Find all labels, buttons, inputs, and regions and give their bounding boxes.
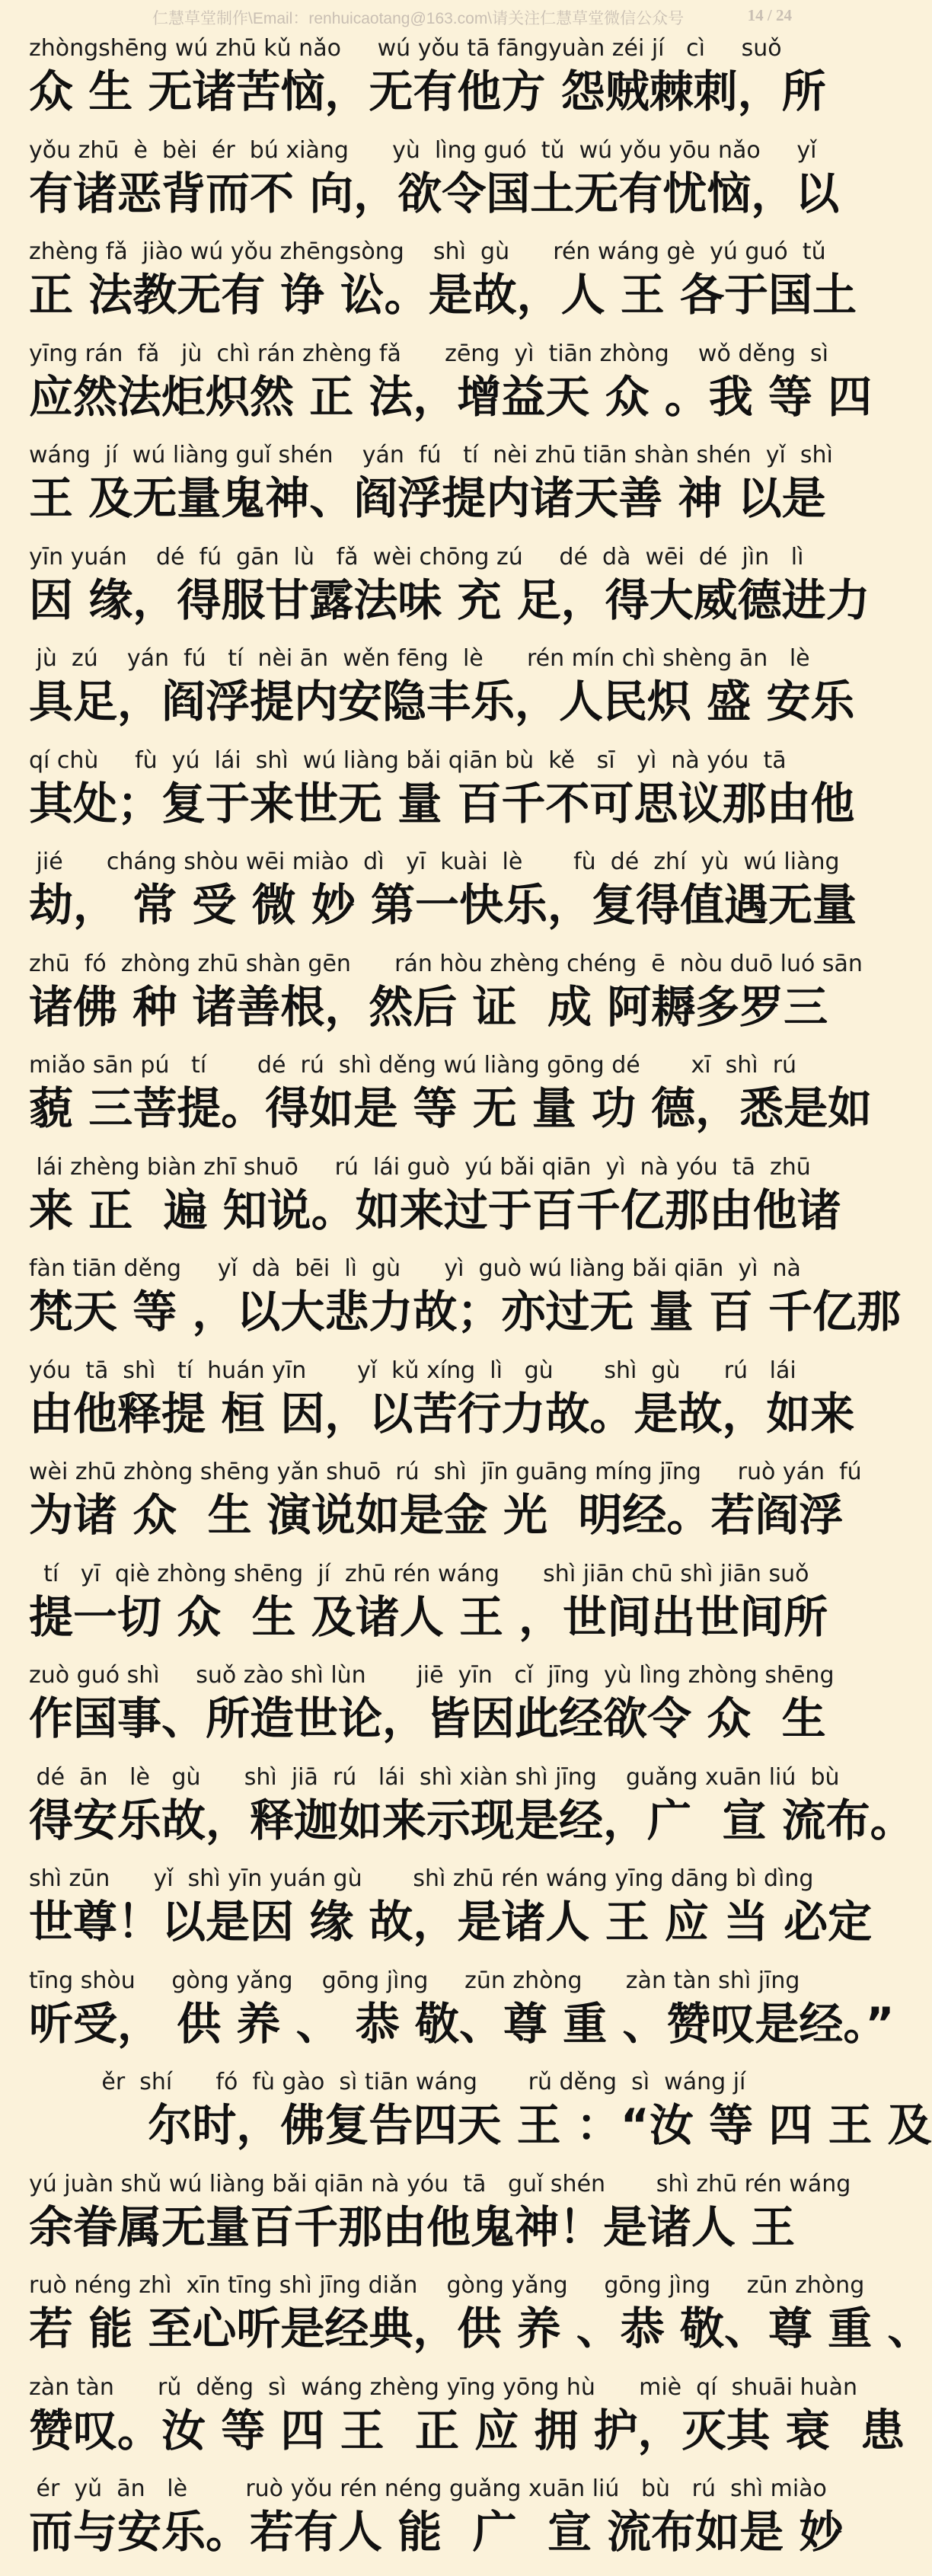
pinyin-line: zàn tàn rǔ děng sì wáng zhèng yīng yōng hù miè qí shuāi huàn xyxy=(29,2373,857,2401)
text-line xyxy=(29,2373,905,2475)
text-line xyxy=(29,2474,844,2576)
pinyin-line: zuò guó shì suǒ zào shì lùn jiē yīn cǐ jīng yù lìng zhòng shēng xyxy=(29,1662,835,1689)
text-line xyxy=(29,542,870,644)
header-credit: 仁慧草堂制作\Email：renhuicaotang@163.com\请关注仁慧草堂微信公众号 xyxy=(152,10,685,27)
text-line xyxy=(29,2271,932,2373)
pinyin-line: jù zú yán fú tí nèi ān wěn fēng lè rén mín chì shèng ān lè xyxy=(29,645,810,672)
hanzi-line: 众 生 无诸苦恼，无有他方 怨贼棘刺，所 xyxy=(29,66,826,117)
pinyin-line: jié cháng shòu wēi miào dì yī kuài lè fù dé zhí yù wú liàng xyxy=(29,849,840,875)
pinyin-line: yóu tā shì tí huán yīn yǐ kǔ xíng lì gù shì gù rú lái xyxy=(29,1357,796,1384)
text-line xyxy=(29,440,833,542)
hanzi-line: 王 及无量鬼神、阎浮提内诸天善 神 以是 xyxy=(29,472,826,524)
text-line xyxy=(29,1559,828,1661)
text-line xyxy=(29,1966,895,2068)
page-header xyxy=(0,0,822,38)
hanzi-line: 世尊！以是因 缘 故，是诸人 王 应 当 必定 xyxy=(29,1896,873,1948)
pinyin-line: qí chù fù yú lái shì wú liàng bǎi qiān bù kě sī yì nà yóu tā xyxy=(29,746,787,774)
text-line xyxy=(29,339,873,441)
text-line xyxy=(29,1152,841,1254)
pinyin-line: yīng rán fǎ jù chì rán zhèng fǎ zēng yì tiān zhòng wǒ děng sì xyxy=(29,340,828,367)
hanzi-line: 来 正 遍 知说。如来过于百千亿那由他诸 xyxy=(29,1184,841,1236)
scripture-text xyxy=(29,34,932,2576)
hanzi-line: 为诸 众 生 演说如是金 光 明经。若阎浮 xyxy=(29,1489,844,1541)
hanzi-line: 由他释提 桓 因，以苦行力故。是故，如来 xyxy=(29,1387,855,1440)
hanzi-line: 因 缘，得服甘露法味 充 足，得大威德进力 xyxy=(29,574,870,626)
hanzi-line: 而与安乐。若有人 能 广 宣 流布如是 妙 xyxy=(29,2506,844,2558)
text-line xyxy=(29,136,840,238)
text-line xyxy=(29,237,857,339)
hanzi-line: 听受， 供 养 、 恭 敬、尊 重 、赞叹是经。” xyxy=(29,1997,895,2050)
hanzi-line: 梵天 等 ，以大悲力故；亦过无 量 百 千亿那 xyxy=(29,1286,901,1338)
pinyin-line: yǒu zhū è bèi ér bú xiàng yù lìng guó tǔ wú yǒu yōu nǎo yǐ xyxy=(29,136,817,164)
pinyin-line: wáng jí wú liàng guǐ shén yán fú tí nèi zhū tiān shàn shén yǐ shì xyxy=(29,442,833,468)
pinyin-line: tīng shòu gòng yǎng gōng jìng zūn zhòng zàn tàn shì jīng xyxy=(29,1967,800,1994)
text-line xyxy=(29,1356,855,1458)
hanzi-line: 诸佛 种 诸善根，然后 证 成 阿耨多罗三 xyxy=(29,980,828,1033)
hanzi-line: 若 能 至心听是经典，供 养 、恭 敬、尊 重 、 xyxy=(29,2303,932,2354)
hanzi-line: 劫， 常 受 微 妙 第一快乐，复得值遇无量 xyxy=(29,879,857,931)
hanzi-line: 具足，阎浮提内安隐丰乐，人民炽 盛 安乐 xyxy=(29,676,855,727)
text-line xyxy=(29,1254,901,1356)
pinyin-line: ruò néng zhì xīn tīng shì jīng diǎn gòng yǎng gōng jìng zūn zhòng xyxy=(29,2272,865,2299)
hanzi-line: 有诸恶背而不 向，欲令国土无有忧恼，以 xyxy=(29,167,840,219)
pinyin-line: tí yī qiè zhòng shēng jí zhū rén wáng shì jiān chū shì jiān suǒ xyxy=(29,1560,809,1587)
text-line xyxy=(29,847,857,949)
text-line xyxy=(29,2067,932,2169)
pinyin-line: shì zūn yǐ shì yīn yuán gù shì zhū rén wáng yīng dāng bì dìng xyxy=(29,1865,814,1892)
pinyin-line: yīn yuán dé fú gān lù fǎ wèi chōng zú dé dà wēi dé jìn lì xyxy=(29,543,804,570)
text-line xyxy=(29,949,863,1051)
text-line xyxy=(29,644,855,746)
pinyin-line: zhū fó zhòng zhū shàn gēn rán hòu zhèng chéng ē nòu duō luó sān xyxy=(29,950,863,977)
text-line xyxy=(29,2169,851,2271)
text-line xyxy=(29,1457,862,1559)
text-line xyxy=(29,1660,835,1763)
pinyin-line: zhèng fǎ jiào wú yǒu zhēngsòng shì gù rén wáng gè yú guó tǔ xyxy=(29,238,826,265)
hanzi-line: 其处；复于来世无 量 百千不可思议那由他 xyxy=(29,777,855,829)
text-line xyxy=(29,1864,873,1966)
hanzi-line: 余眷属无量百千那由他鬼神！是诸人 王 xyxy=(29,2200,796,2253)
hanzi-line: 尔时，佛复告四天 王 ：“汝 等 四 王 及 xyxy=(117,2099,932,2151)
page-number: 14 / 24 xyxy=(747,6,792,24)
pinyin-line: miǎo sān pú tí dé rú shì děng wú liàng gōng dé xī shì rú xyxy=(29,1052,797,1079)
pinyin-line: ěr shí fó fù gào sì tiān wáng rǔ děng sì wáng jí xyxy=(29,2069,746,2095)
hanzi-line: 提一切 众 生 及诸人 王 ，世间出世间所 xyxy=(29,1590,828,1643)
pinyin-line: fàn tiān děng yǐ dà bēi lì gù yì guò wú liàng bǎi qiān yì nà xyxy=(29,1255,801,1282)
text-line xyxy=(29,1050,873,1152)
pinyin-line: zhòngshēng wú zhū kǔ nǎo wú yǒu tā fāngyuàn zéi jí cì suǒ xyxy=(29,35,782,62)
hanzi-line: 作国事、所造世论，皆因此经欲令 众 生 xyxy=(29,1692,826,1744)
hanzi-line: 藐 三菩提。得如是 等 无 量 功 德，悉是如 xyxy=(29,1082,873,1134)
hanzi-line: 赞叹。汝 等 四 王 正 应 拥 护，灭其 衰 患 xyxy=(29,2404,905,2456)
hanzi-line: 得安乐故，释迦如来示现是经，广 宣 流布。 xyxy=(29,1794,914,1846)
text-line xyxy=(29,34,826,136)
pinyin-line: ér yǔ ān lè ruò yǒu rén néng guǎng xuān liú bù rú shì miào xyxy=(29,2475,827,2502)
pinyin-line: wèi zhū zhòng shēng yǎn shuō rú shì jīn guāng míng jīng ruò yán fú xyxy=(29,1459,862,1485)
text-line xyxy=(29,1763,914,1865)
pinyin-line: lái zhèng biàn zhī shuō rú lái guò yú bǎi qiān yì nà yóu tā zhū xyxy=(29,1153,811,1181)
hanzi-line: 应然法炬炽然 正 法，增益天 众 。我 等 四 xyxy=(29,370,873,423)
text-line xyxy=(29,746,855,848)
hanzi-line: 正 法教无有 诤 讼。是故，人 王 各于国土 xyxy=(29,269,857,321)
pinyin-line: dé ān lè gù shì jiā rú lái shì xiàn shì jīng guǎng xuān liú bù xyxy=(29,1763,840,1791)
pinyin-line: yú juàn shǔ wú liàng bǎi qiān nà yóu tā guǐ shén shì zhū rén wáng xyxy=(29,2170,851,2197)
